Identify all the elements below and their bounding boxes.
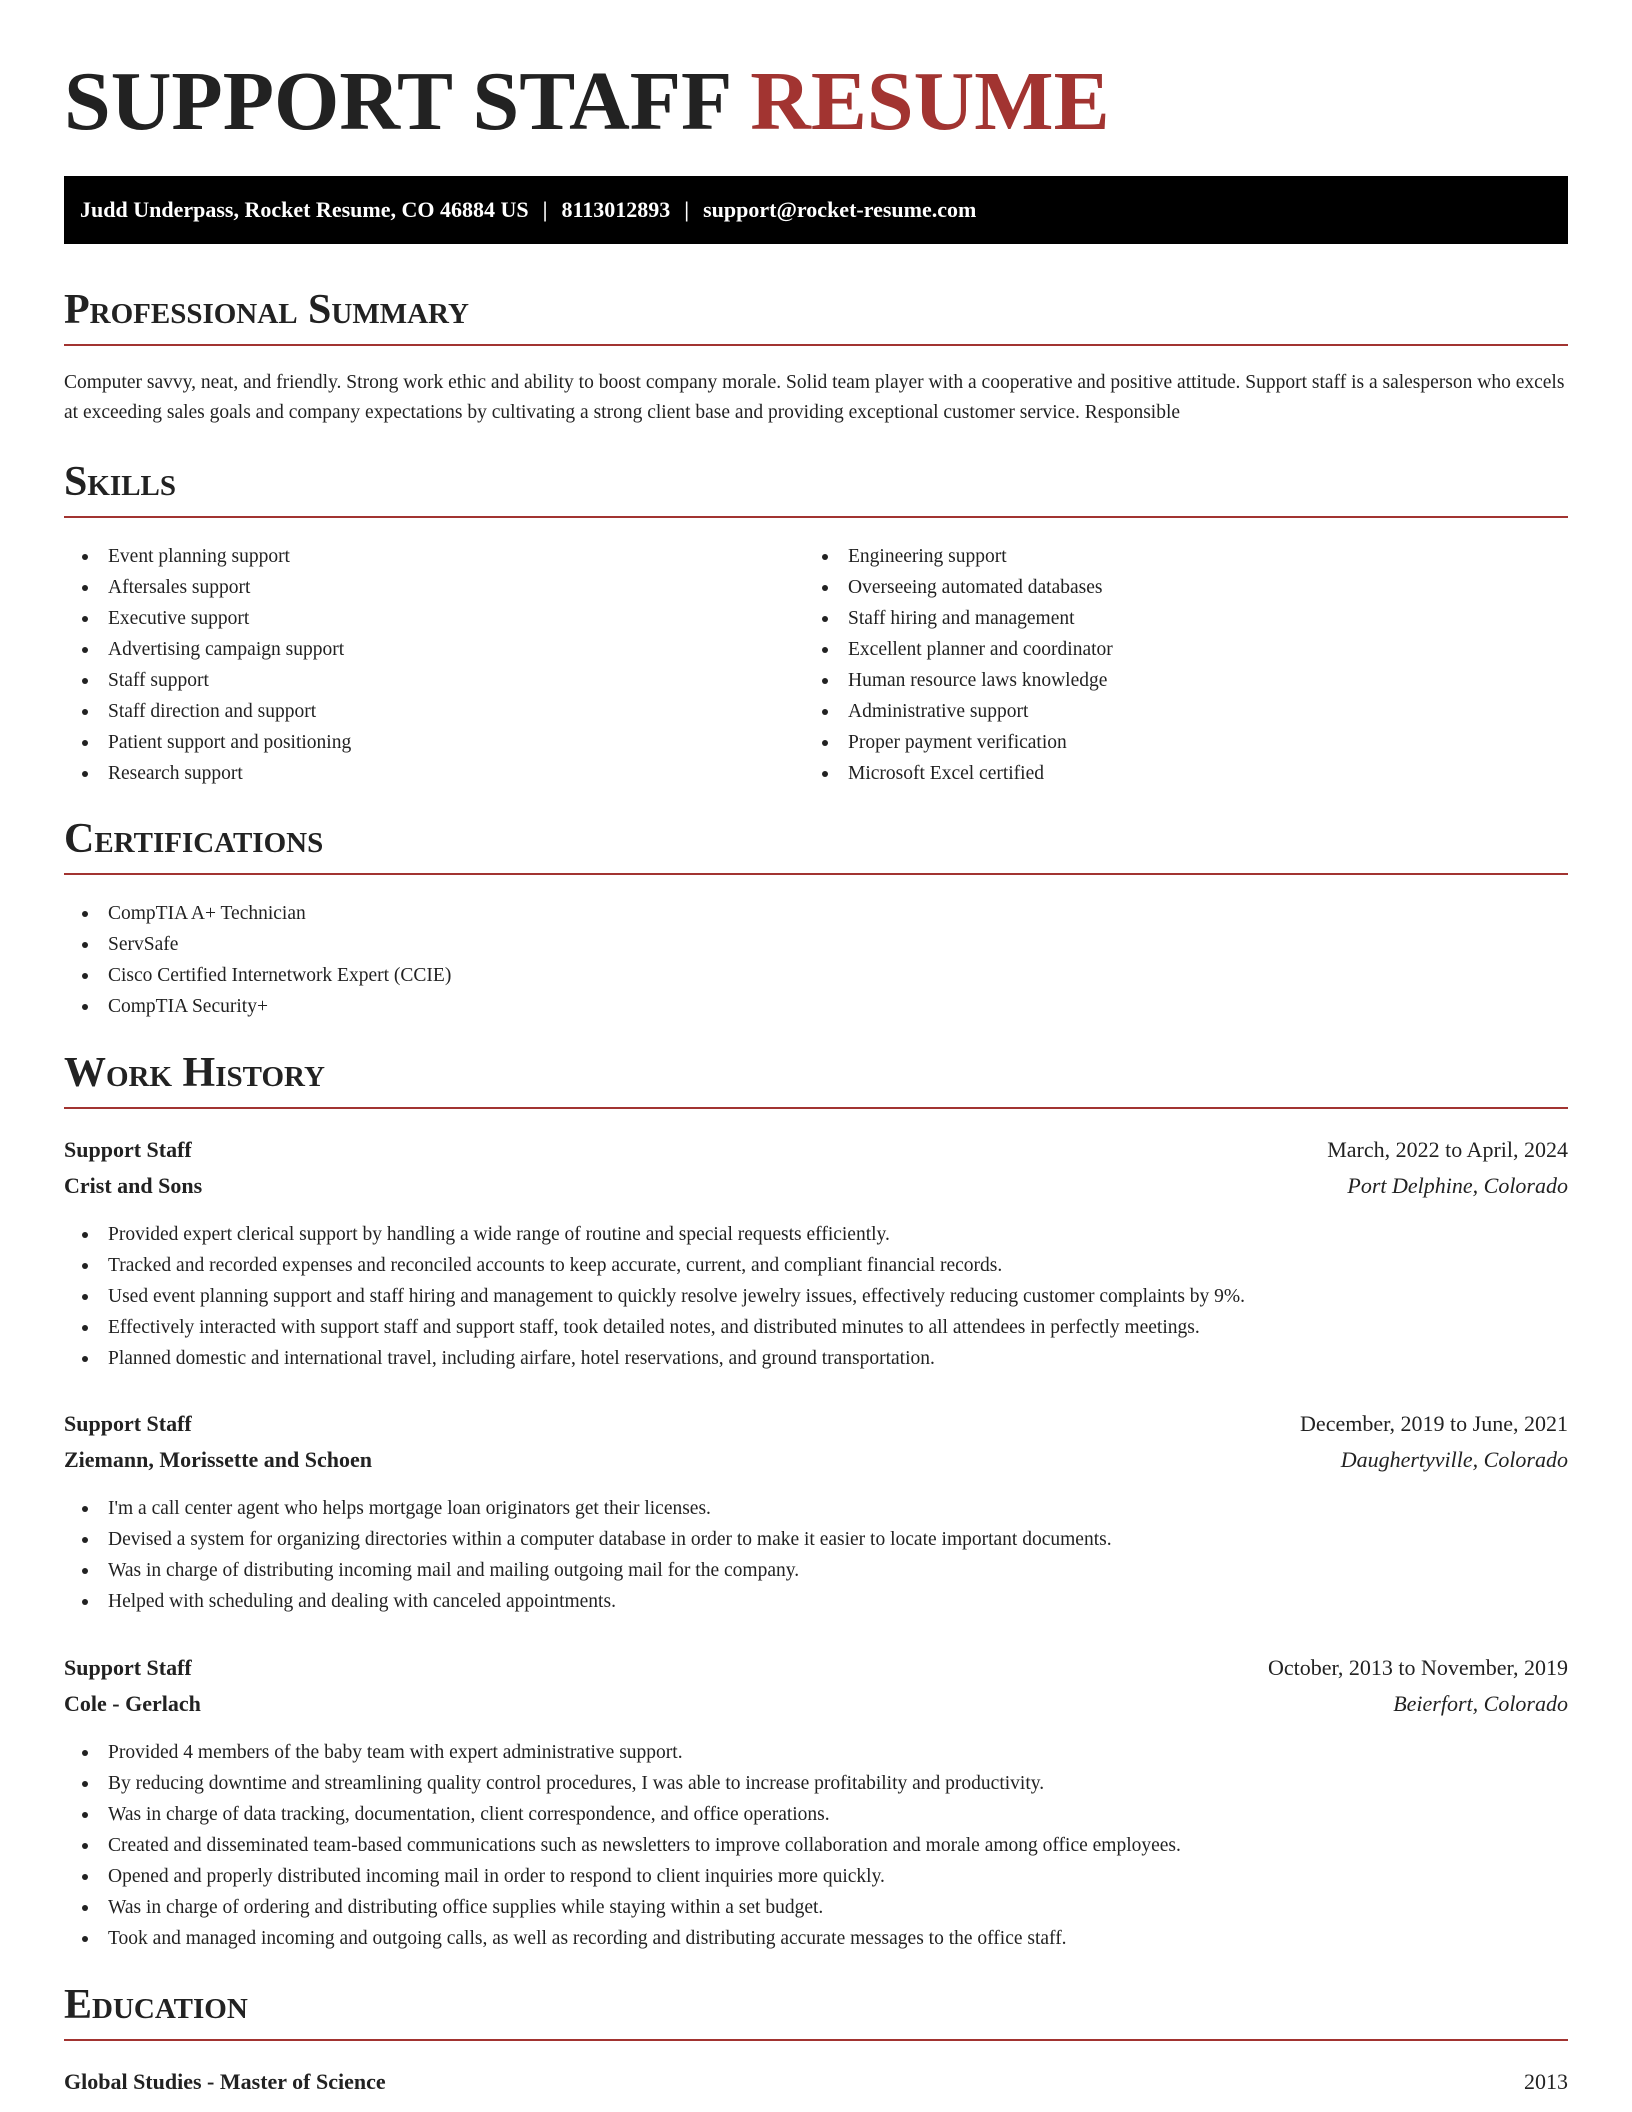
job-company-row [64, 1442, 1568, 1478]
summary-heading: Professional Summary [64, 282, 1568, 346]
job-company-row [64, 1168, 1568, 1204]
job-bullets [64, 1737, 1568, 1954]
list-item: Excellent planner and coordinator [804, 634, 1568, 665]
summary-text: Computer savvy, neat, and friendly. Strong work ethic and ability to boost company morale. Solid team player with a cooperative and positive attitude. Support staff is a salesperson who excels at exceeding sales goals and company expectations by cultivating a strong client base and providing exceptional customer service. Responsible [64, 372, 1565, 423]
list-item: Effectively interacted with support staff and support staff, took detailed notes, and distributed minutes to all attendees in perfectly meetings. [64, 1312, 1568, 1343]
education-degree: Global Studies - Master of Science [64, 2069, 386, 2094]
list-item: Microsoft Excel certified [804, 758, 1568, 789]
job-company: Ziemann, Morissette and Schoen [64, 1447, 372, 1472]
title-accent: RESUME [750, 55, 1110, 148]
job-title: Support Staff [64, 1137, 192, 1162]
job-location: Daughertyville, Colorado [1340, 1447, 1568, 1472]
job-bullets [64, 1493, 1568, 1617]
list-item: Engineering support [804, 541, 1568, 572]
job-title: Support Staff [64, 1655, 192, 1680]
job-company: Crist and Sons [64, 1173, 203, 1198]
list-item: I'm a call center agent who helps mortgage loan originators get their licenses. [64, 1493, 1568, 1524]
list-item: Was in charge of ordering and distributing office supplies while staying within a set budget. [64, 1892, 1568, 1923]
list-item: Tracked and recorded expenses and reconciled accounts to keep accurate, current, and compliant financial records. [64, 1250, 1568, 1281]
job-company: Cole - Gerlach [64, 1691, 201, 1716]
education-row [64, 2064, 1568, 2100]
list-item: Cisco Certified Internetwork Expert (CCIE) [64, 960, 1568, 991]
list-item: Provided 4 members of the baby team with expert administrative support. [64, 1737, 1568, 1768]
list-item: Human resource laws knowledge [804, 665, 1568, 696]
skills-list-right [804, 541, 1568, 789]
contact-separator: | [542, 197, 548, 222]
job-dates: October, 2013 to November, 2019 [1267, 1655, 1568, 1680]
list-item: Provided expert clerical support by handling a wide range of routine and special requests efficiently. [64, 1219, 1568, 1250]
contact-separator: | [684, 197, 690, 222]
certifications-list [64, 898, 1568, 1022]
list-item: Advertising campaign support [64, 634, 804, 665]
list-item: CompTIA Security+ [64, 991, 1568, 1022]
list-item: Proper payment verification [804, 727, 1568, 758]
contact-email[interactable]: support@rocket-resume.com [703, 197, 977, 222]
title-main: SUPPORT STAFF [64, 55, 730, 148]
list-item: Used event planning support and staff hiring and management to quickly resolve jewelry issues, effectively reducing customer complaints by 9%. [64, 1281, 1568, 1312]
list-item: CompTIA A+ Technician [64, 898, 1568, 929]
contact-address: Judd Underpass, Rocket Resume, CO 46884 US [80, 197, 529, 222]
list-item: Devised a system for organizing directories within a computer database in order to make it easier to locate important documents. [64, 1524, 1568, 1555]
skills-heading: Skills [64, 454, 1568, 518]
job-location: Port Delphine, Colorado [1347, 1173, 1568, 1198]
skills-list-left [64, 541, 804, 789]
certifications-heading: Certifications [64, 811, 1568, 875]
list-item: Event planning support [64, 541, 804, 572]
job-dates: December, 2019 to June, 2021 [1300, 1411, 1568, 1436]
list-item: Was in charge of distributing incoming mail and mailing outgoing mail for the company. [64, 1555, 1568, 1586]
list-item: By reducing downtime and streamlining quality control procedures, I was able to increase profitability and productivity. [64, 1768, 1568, 1799]
job-title: Support Staff [64, 1411, 192, 1436]
job-dates: March, 2022 to April, 2024 [1327, 1137, 1568, 1162]
work-history-heading: Work History [64, 1045, 1568, 1109]
list-item: Was in charge of data tracking, documentation, client correspondence, and office operations. [64, 1799, 1568, 1830]
job-title-row [64, 1132, 1568, 1168]
list-item: Aftersales support [64, 572, 804, 603]
list-item: Opened and properly distributed incoming mail in order to respond to client inquiries more quickly. [64, 1861, 1568, 1892]
job-title-row [64, 1650, 1568, 1686]
contact-phone: 8113012893 [561, 197, 671, 222]
list-item: Executive support [64, 603, 804, 634]
list-item: Created and disseminated team-based communications such as newsletters to improve collaboration and morale among office employees. [64, 1830, 1568, 1861]
list-item: Took and managed incoming and outgoing calls, as well as recording and distributing accurate messages to the office staff. [64, 1923, 1568, 1954]
page-title [64, 52, 1110, 152]
list-item: Planned domestic and international travel, including airfare, hotel reservations, and ground transportation. [64, 1343, 1568, 1374]
job-company-row [64, 1686, 1568, 1722]
list-item: Overseeing automated databases [804, 572, 1568, 603]
education-heading: Education [64, 1977, 1568, 2041]
job-bullets [64, 1219, 1568, 1374]
list-item: Staff direction and support [64, 696, 804, 727]
list-item: Staff support [64, 665, 804, 696]
list-item: ServSafe [64, 929, 1568, 960]
list-item: Staff hiring and management [804, 603, 1568, 634]
job-location: Beierfort, Colorado [1393, 1691, 1568, 1716]
contact-bar [64, 176, 1568, 244]
education-year: 2013 [1524, 2069, 1568, 2094]
list-item: Patient support and positioning [64, 727, 804, 758]
list-item: Research support [64, 758, 804, 789]
job-title-row [64, 1406, 1568, 1442]
list-item: Administrative support [804, 696, 1568, 727]
list-item: Helped with scheduling and dealing with canceled appointments. [64, 1586, 1568, 1617]
